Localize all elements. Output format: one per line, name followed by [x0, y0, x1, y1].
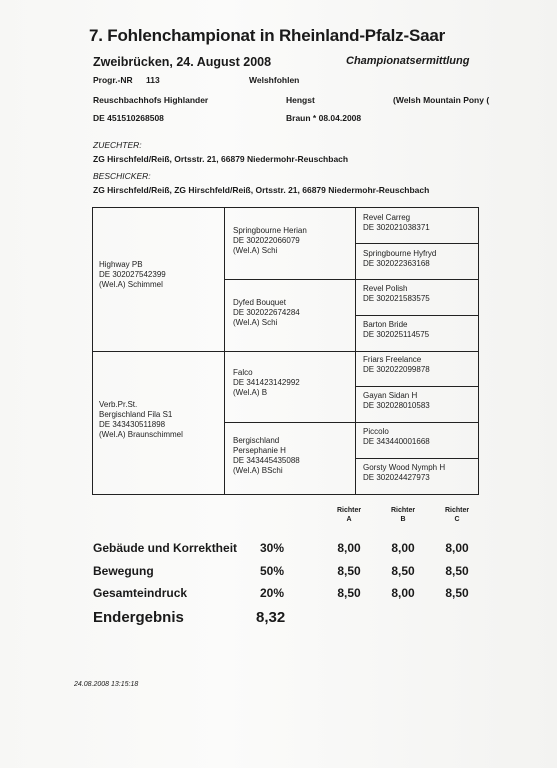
pedigree-sdd: Barton Bride DE 302025114575: [363, 320, 430, 339]
criterion-weight: 20%: [260, 586, 285, 600]
breeder-value: ZG Hirschfeld/Reiß, Ortsstr. 21, 66879 Niedermohr-Reuschbach: [93, 154, 349, 164]
pedigree-sire: Highway PB DE 302027542399 (Wel.A) Schimmel: [99, 260, 166, 289]
print-timestamp: 24.08.2008 13:15:18: [74, 681, 139, 688]
criterion-label: Gebäude und Korrektheit: [93, 541, 238, 555]
horse-id: DE 451510268508: [93, 113, 164, 123]
criterion-weight: 30%: [260, 541, 285, 555]
horse-sex: Hengst: [286, 95, 315, 105]
pedigree-sds: Revel Polish DE 302021583575: [363, 284, 430, 303]
pedigree-sire-dam: Dyfed Bouquet DE 302022674284 (Wel.A) Schi: [233, 298, 300, 327]
horse-name: Reuschbachhofs Highlander: [93, 95, 209, 105]
final-result-label: Endergebnis: [93, 609, 184, 626]
criterion-label: Bewegung: [93, 564, 154, 578]
pedigree-dss: Friars Freelance DE 302022099878: [363, 355, 430, 374]
judge-b-header: Richter B: [390, 507, 416, 523]
progr-number: 113: [146, 75, 160, 85]
final-result-value: 8,32: [256, 609, 286, 626]
pedigree-dam-sire: Falco DE 341423142992 (Wel.A) B: [233, 368, 300, 397]
score-b: 8,00: [391, 586, 415, 600]
document-subtitle: Championatsermittlung: [346, 55, 470, 67]
score-a: 8,50: [337, 564, 361, 578]
score-b: 8,50: [391, 564, 415, 578]
pedigree-dam-dam: Bergischland Persephanie H DE 343445435088 (Wel.A) BSchi: [233, 436, 300, 475]
horse-color-dob: Braun * 08.04.2008: [286, 113, 362, 123]
pedigree-sire-sire: Springbourne Herian DE 302022066079 (Wel.A) Schi: [233, 226, 307, 255]
document-title: 7. Fohlenchampionat in Rheinland-Pfalz-Saar: [89, 26, 446, 45]
pedigree-dsd: Gayan Sidan H DE 302028010583: [363, 391, 430, 410]
score-c: 8,50: [445, 586, 469, 600]
pedigree-ssd: Springbourne Hyfryd DE 302022363168: [363, 249, 437, 268]
pedigree-dam: Verb.Pr.St. Bergischland Fila S1 DE 343430511898 (Wel.A) Braunschimmel: [99, 400, 183, 439]
score-a: 8,00: [337, 541, 361, 555]
criterion-weight: 50%: [260, 564, 285, 578]
score-b: 8,00: [391, 541, 415, 555]
horse-breed: (Welsh Mountain Pony (: [393, 95, 490, 105]
score-c: 8,00: [445, 541, 469, 555]
exhibitor-label: BESCHICKER:: [93, 171, 151, 181]
place-date: Zweibrücken, 24. August 2008: [93, 55, 272, 69]
breeder-label: ZUECHTER:: [93, 140, 142, 150]
pedigree-dds: Piccolo DE 343440001668: [363, 427, 430, 446]
judge-c-header: Richter C: [444, 507, 470, 523]
judge-a-header: Richter A: [336, 507, 362, 523]
pedigree-table: [92, 207, 479, 495]
pedigree-sss: Revel Carreg DE 302021038371: [363, 213, 430, 232]
horse-category: Welshfohlen: [249, 75, 300, 85]
pedigree-ddd: Gorsty Wood Nymph H DE 302024427973: [363, 463, 446, 482]
score-a: 8,50: [337, 586, 361, 600]
score-c: 8,50: [445, 564, 469, 578]
progr-label: Progr.-NR: [93, 75, 133, 85]
exhibitor-value: ZG Hirschfeld/Reiß, ZG Hirschfeld/Reiß, Ortsstr. 21, 66879 Niedermohr-Reuschbach: [93, 185, 430, 195]
criterion-label: Gesamteindruck: [93, 586, 188, 600]
